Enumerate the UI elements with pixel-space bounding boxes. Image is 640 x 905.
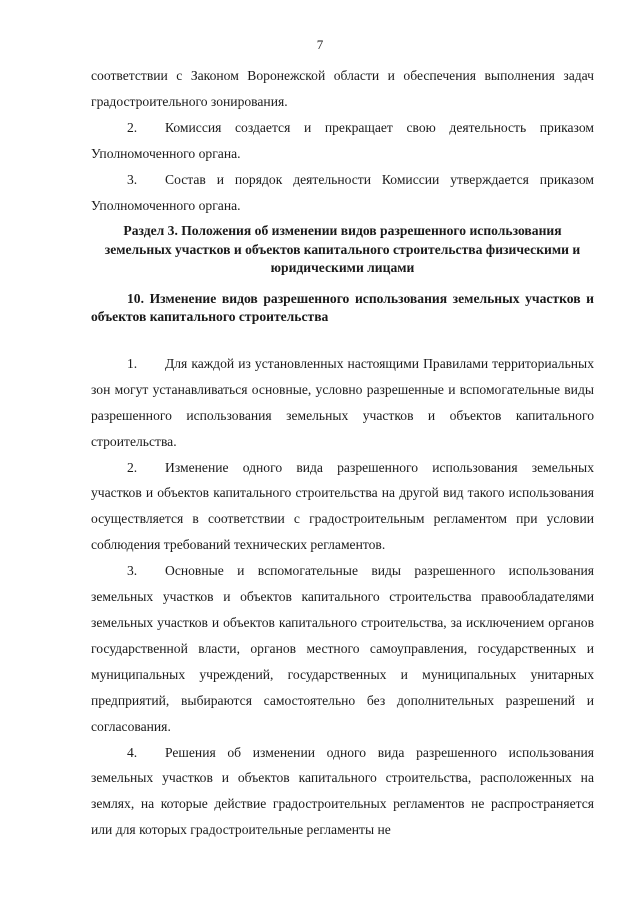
list-item-number: 3.: [127, 563, 138, 579]
list-item: [91, 740, 594, 844]
list-item-text: Основные и вспомогательные виды разрешенного использования земельных участков и объектов капитального строительства правообладателями земельных участков и объектов капитального строительства, за исключением органов государственной власти, органов местного самоуправления, государственных и муниципальных учреждений, государственных и муниципальных унитарных предприятий, выбираются самостоятельно без дополнительных разрешений и согласования.: [91, 563, 594, 734]
list-item-text: Комиссия создается и прекращает свою деятельность приказом Уполномоченного органа.: [91, 119, 594, 161]
list-item: [91, 455, 594, 559]
list-item-text: Изменение одного вида разрешенного использования земельных участков и объектов капитального строительства на другой вид такого использования осуществляется в соответствии с градостроительным регламентом при условии соблюдения требований технических регламентов.: [91, 459, 594, 553]
list-item-text: Состав и порядок деятельности Комиссии утверждается приказом Уполномоченного органа.: [91, 171, 594, 213]
list-item: [91, 558, 594, 739]
list-item-number: 2.: [127, 119, 138, 135]
spacer: [91, 327, 594, 351]
list-item: [91, 167, 594, 219]
list-item: [91, 115, 594, 167]
list-item-text: Для каждой из установленных настоящими Правилами территориальных зон могут устанавливаться основные, условно разрешенные и вспомогательные виды разрешенного использования земельных участков и объектов капитального строительства.: [91, 355, 594, 449]
article-title: 10. Изменение видов разрешенного использования земельных участков и объектов капитального строительства: [91, 290, 594, 325]
list-item-number: 1.: [127, 355, 138, 371]
page-number: 7: [316, 37, 324, 52]
list-item-number: 4.: [127, 744, 138, 760]
list-item-number: 2.: [127, 459, 138, 475]
list-item-text: Решения об изменении одного вида разрешенного использования земельных участков и объектов капитального строительства, расположенных на землях, на которые действие градостроительных регламентов не распространяется или для которых градостроительные регламенты не: [91, 744, 594, 838]
section-title: Раздел 3. Положения об изменении видов разрешенного использования земельных участков и объектов капитального строительства физическими и юридическими лицами: [104, 223, 581, 276]
document-body: [91, 63, 594, 843]
continuation-paragraph: соответствии с Законом Воронежской области и обеспечения выполнения задач градостроительного зонирования.: [91, 68, 594, 109]
list-item-number: 3.: [127, 171, 138, 187]
list-item: [91, 351, 594, 455]
